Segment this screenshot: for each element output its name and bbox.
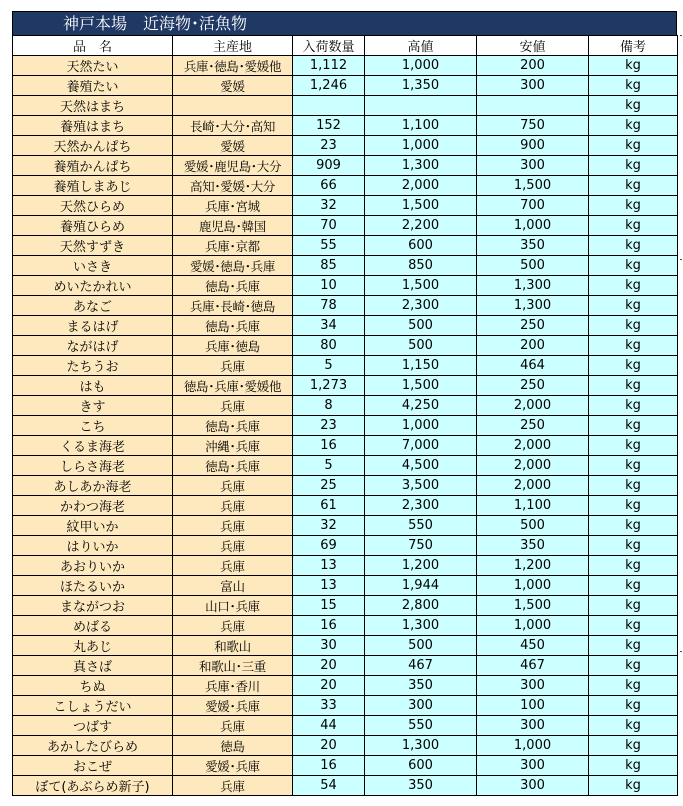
high-price-cell: 350 [365,676,477,696]
quantity-cell: 5 [293,456,365,476]
table-row [13,256,678,276]
high-price-cell: 1,944 [365,576,477,596]
note-cell: kg [589,336,678,356]
fish-name-cell: あしあか海老 [13,476,173,496]
fish-name-cell: あなご [13,296,173,316]
origin-cell: 兵庫 [173,556,293,576]
high-price-cell: 2,200 [365,216,477,236]
quantity-cell: 1,273 [293,376,365,396]
fish-name-cell: あおりいか [13,556,173,576]
edge-tick [680,35,682,36]
note-cell: kg [589,716,678,736]
low-price-cell: 450 [477,636,589,656]
low-price-cell: 100 [477,696,589,716]
note-cell: kg [589,156,678,176]
quantity-cell: 20 [293,736,365,756]
low-price-cell: 300 [477,76,589,96]
low-price-cell: 1,500 [477,176,589,196]
low-price-cell: 350 [477,236,589,256]
note-cell: kg [589,76,678,96]
origin-cell: 沖縄･兵庫 [173,436,293,456]
table-row [13,616,678,636]
high-price-cell: 500 [365,316,477,336]
high-price-cell [365,96,477,116]
quantity-cell: 32 [293,516,365,536]
fish-name-cell: こち [13,416,173,436]
fish-name-cell: かわつ海老 [13,496,173,516]
low-price-cell: 250 [477,316,589,336]
quantity-cell: 1,246 [293,76,365,96]
low-price-cell: 200 [477,336,589,356]
quantity-cell: 20 [293,676,365,696]
table-row [13,496,678,516]
low-price-cell: 500 [477,516,589,536]
quantity-cell: 32 [293,196,365,216]
origin-cell: 愛媛 [173,76,293,96]
low-price-cell: 300 [477,776,589,796]
origin-cell: 兵庫･徳島･愛媛他 [173,56,293,76]
header-high-price: 高値 [365,36,477,56]
quantity-cell: 30 [293,636,365,656]
fish-name-cell: 真さば [13,656,173,676]
origin-cell: 山口･兵庫 [173,596,293,616]
high-price-cell: 2,300 [365,496,477,516]
fish-name-cell: くるま海老 [13,436,173,456]
origin-cell: 兵庫 [173,536,293,556]
note-cell: kg [589,496,678,516]
header-note: 備考 [589,36,678,56]
fish-name-cell: 丸あじ [13,636,173,656]
quantity-cell: 16 [293,756,365,776]
quantity-cell: 13 [293,556,365,576]
origin-cell: 和歌山 [173,636,293,656]
high-price-cell: 7,000 [365,436,477,456]
fish-name-cell: 天然たい [13,56,173,76]
fish-name-cell: 養殖しまあじ [13,176,173,196]
high-price-cell: 850 [365,256,477,276]
fish-name-cell: きす [13,396,173,416]
origin-cell: 兵庫 [173,776,293,796]
table-row [13,196,678,216]
note-cell: kg [589,776,678,796]
high-price-cell: 1,500 [365,276,477,296]
high-price-cell: 4,250 [365,396,477,416]
quantity-cell: 44 [293,716,365,736]
low-price-cell: 2,000 [477,456,589,476]
quantity-cell: 54 [293,776,365,796]
high-price-cell: 600 [365,756,477,776]
high-price-cell: 3,500 [365,476,477,496]
low-price-cell: 900 [477,136,589,156]
quantity-cell: 61 [293,496,365,516]
origin-cell: 愛媛 [173,136,293,156]
quantity-cell: 70 [293,216,365,236]
sheet-title: 神戸本場 近海物･活魚物 [12,11,677,35]
low-price-cell: 1,000 [477,576,589,596]
low-price-cell: 464 [477,356,589,376]
quantity-cell: 23 [293,136,365,156]
high-price-cell: 1,300 [365,156,477,176]
note-cell: kg [589,536,678,556]
fish-name-cell: めいたかれい [13,276,173,296]
table-row [13,556,678,576]
quantity-cell: 85 [293,256,365,276]
table-row [13,476,678,496]
quantity-cell: 80 [293,336,365,356]
low-price-cell: 300 [477,716,589,736]
note-cell: kg [589,56,678,76]
fish-name-cell: あかしたびらめ [13,736,173,756]
market-price-sheet [12,11,677,796]
header-origin: 主産地 [173,36,293,56]
high-price-cell: 1,000 [365,416,477,436]
low-price-cell: 300 [477,676,589,696]
table-row [13,576,678,596]
note-cell: kg [589,256,678,276]
high-price-cell: 550 [365,716,477,736]
high-price-cell: 2,800 [365,596,477,616]
high-price-cell: 600 [365,236,477,256]
fish-name-cell: ちぬ [13,676,173,696]
quantity-cell: 16 [293,616,365,636]
high-price-cell: 4,500 [365,456,477,476]
fish-name-cell: 天然ひらめ [13,196,173,216]
origin-cell: 兵庫･京都 [173,236,293,256]
fish-name-cell: 養殖ひらめ [13,216,173,236]
note-cell: kg [589,396,678,416]
fish-name-cell: 養殖たい [13,76,173,96]
table-row [13,516,678,536]
origin-cell: 徳島･兵庫 [173,416,293,436]
note-cell: kg [589,636,678,656]
low-price-cell: 1,100 [477,496,589,516]
high-price-cell: 1,150 [365,356,477,376]
low-price-cell: 300 [477,156,589,176]
origin-cell: 兵庫 [173,616,293,636]
note-cell: kg [589,596,678,616]
note-cell: kg [589,236,678,256]
origin-cell: 徳島･兵庫 [173,316,293,336]
quantity-cell: 66 [293,176,365,196]
low-price-cell: 2,000 [477,436,589,456]
origin-cell: 兵庫･長崎･徳島 [173,296,293,316]
note-cell: kg [589,656,678,676]
origin-cell: 徳島･兵庫･愛媛他 [173,376,293,396]
fish-name-cell: ぼて(あぶらめ新子) [13,776,173,796]
quantity-cell: 152 [293,116,365,136]
note-cell: kg [589,696,678,716]
origin-cell: 兵庫 [173,476,293,496]
fish-name-cell: めばる [13,616,173,636]
fish-name-cell: つばす [13,716,173,736]
fish-name-cell: ほたるいか [13,576,173,596]
note-cell: kg [589,176,678,196]
quantity-cell: 78 [293,296,365,316]
note-cell: kg [589,356,678,376]
high-price-cell: 2,000 [365,176,477,196]
table-row [13,356,678,376]
fish-name-cell: 養殖かんぱち [13,156,173,176]
high-price-cell: 500 [365,336,477,356]
low-price-cell: 250 [477,376,589,396]
note-cell: kg [589,736,678,756]
note-cell: kg [589,276,678,296]
low-price-cell: 467 [477,656,589,676]
table-row [13,96,678,116]
note-cell: kg [589,516,678,536]
high-price-cell: 1,500 [365,376,477,396]
fish-name-cell: まながつお [13,596,173,616]
low-price-cell: 700 [477,196,589,216]
high-price-cell: 550 [365,516,477,536]
quantity-cell [293,96,365,116]
quantity-cell: 23 [293,416,365,436]
low-price-cell: 500 [477,256,589,276]
note-cell: kg [589,196,678,216]
low-price-cell: 1,500 [477,596,589,616]
fish-name-cell: ながはげ [13,336,173,356]
origin-cell: 徳島 [173,736,293,756]
fish-name-cell: はも [13,376,173,396]
table-row [13,456,678,476]
low-price-cell: 1,200 [477,556,589,576]
fish-name-cell: いさき [13,256,173,276]
high-price-cell: 1,000 [365,136,477,156]
origin-cell: 富山 [173,576,293,596]
low-price-cell: 1,300 [477,276,589,296]
origin-cell: 鹿児島･韓国 [173,216,293,236]
low-price-cell: 250 [477,416,589,436]
note-cell: kg [589,376,678,396]
fish-name-cell: しらさ海老 [13,456,173,476]
origin-cell: 長崎･大分･高知 [173,116,293,136]
quantity-cell: 5 [293,356,365,376]
high-price-cell: 1,300 [365,616,477,636]
note-cell: kg [589,96,678,116]
table-body [13,56,678,796]
low-price-cell: 2,000 [477,476,589,496]
table-row [13,276,678,296]
table-row [13,436,678,456]
quantity-cell: 13 [293,576,365,596]
table-row [13,316,678,336]
fish-name-cell: おこぜ [13,756,173,776]
header-row [13,36,678,56]
note-cell: kg [589,216,678,236]
origin-cell: 兵庫 [173,716,293,736]
price-table [12,35,678,796]
origin-cell: 徳島･兵庫 [173,456,293,476]
note-cell: kg [589,476,678,496]
origin-cell [173,96,293,116]
note-cell: kg [589,436,678,456]
fish-name-cell: まるはげ [13,316,173,336]
quantity-cell: 8 [293,396,365,416]
origin-cell: 愛媛･徳島･兵庫 [173,256,293,276]
table-row [13,336,678,356]
origin-cell: 徳島･兵庫 [173,276,293,296]
high-price-cell: 2,300 [365,296,477,316]
table-header [13,36,678,56]
note-cell: kg [589,756,678,776]
table-row [13,376,678,396]
high-price-cell: 1,350 [365,76,477,96]
low-price-cell: 300 [477,756,589,776]
origin-cell: 兵庫 [173,356,293,376]
table-row [13,636,678,656]
origin-cell: 愛媛･兵庫 [173,696,293,716]
low-price-cell: 1,000 [477,736,589,756]
header-name: 品 名 [13,36,173,56]
table-row [13,156,678,176]
table-row [13,776,678,796]
note-cell: kg [589,576,678,596]
fish-name-cell: 天然はまち [13,96,173,116]
fish-name-cell: たちうお [13,356,173,376]
high-price-cell: 1,200 [365,556,477,576]
high-price-cell: 1,500 [365,196,477,216]
high-price-cell: 350 [365,776,477,796]
quantity-cell: 15 [293,596,365,616]
quantity-cell: 16 [293,436,365,456]
quantity-cell: 20 [293,656,365,676]
table-row [13,236,678,256]
low-price-cell: 1,300 [477,296,589,316]
note-cell: kg [589,116,678,136]
quantity-cell: 1,112 [293,56,365,76]
fish-name-cell: 天然すずき [13,236,173,256]
table-row [13,416,678,436]
origin-cell: 兵庫･香川 [173,676,293,696]
low-price-cell [477,96,589,116]
table-row [13,136,678,156]
header-low-price: 安値 [477,36,589,56]
edge-tick [680,651,682,652]
note-cell: kg [589,316,678,336]
quantity-cell: 34 [293,316,365,336]
note-cell: kg [589,296,678,316]
note-cell: kg [589,456,678,476]
table-row [13,696,678,716]
table-row [13,396,678,416]
table-row [13,736,678,756]
origin-cell: 兵庫 [173,516,293,536]
origin-cell: 和歌山･三重 [173,656,293,676]
fish-name-cell: 紋甲いか [13,516,173,536]
fish-name-cell: はりいか [13,536,173,556]
low-price-cell: 2,000 [477,396,589,416]
quantity-cell: 909 [293,156,365,176]
note-cell: kg [589,676,678,696]
high-price-cell: 1,000 [365,56,477,76]
high-price-cell: 500 [365,636,477,656]
origin-cell: 兵庫 [173,496,293,516]
low-price-cell: 1,000 [477,616,589,636]
table-row [13,596,678,616]
header-quantity: 入荷数量 [293,36,365,56]
high-price-cell: 467 [365,656,477,676]
low-price-cell: 200 [477,56,589,76]
high-price-cell: 1,100 [365,116,477,136]
table-row [13,756,678,776]
note-cell: kg [589,556,678,576]
table-row [13,656,678,676]
table-row [13,536,678,556]
table-row [13,176,678,196]
high-price-cell: 1,300 [365,736,477,756]
origin-cell: 愛媛･鹿児島･大分 [173,156,293,176]
table-row [13,216,678,236]
edge-tick [680,259,682,260]
origin-cell: 兵庫･宮城 [173,196,293,216]
table-row [13,56,678,76]
origin-cell: 兵庫･徳島 [173,336,293,356]
fish-name-cell: 養殖はまち [13,116,173,136]
high-price-cell: 750 [365,536,477,556]
low-price-cell: 1,000 [477,216,589,236]
low-price-cell: 350 [477,536,589,556]
quantity-cell: 10 [293,276,365,296]
table-row [13,116,678,136]
high-price-cell: 300 [365,696,477,716]
fish-name-cell: こしょうだい [13,696,173,716]
quantity-cell: 25 [293,476,365,496]
origin-cell: 兵庫 [173,396,293,416]
quantity-cell: 69 [293,536,365,556]
quantity-cell: 55 [293,236,365,256]
table-row [13,76,678,96]
origin-cell: 高知･愛媛･大分 [173,176,293,196]
origin-cell: 愛媛･兵庫 [173,756,293,776]
fish-name-cell: 天然かんぱち [13,136,173,156]
table-row [13,716,678,736]
note-cell: kg [589,616,678,636]
quantity-cell: 33 [293,696,365,716]
table-row [13,676,678,696]
low-price-cell: 750 [477,116,589,136]
note-cell: kg [589,136,678,156]
table-row [13,296,678,316]
note-cell: kg [589,416,678,436]
